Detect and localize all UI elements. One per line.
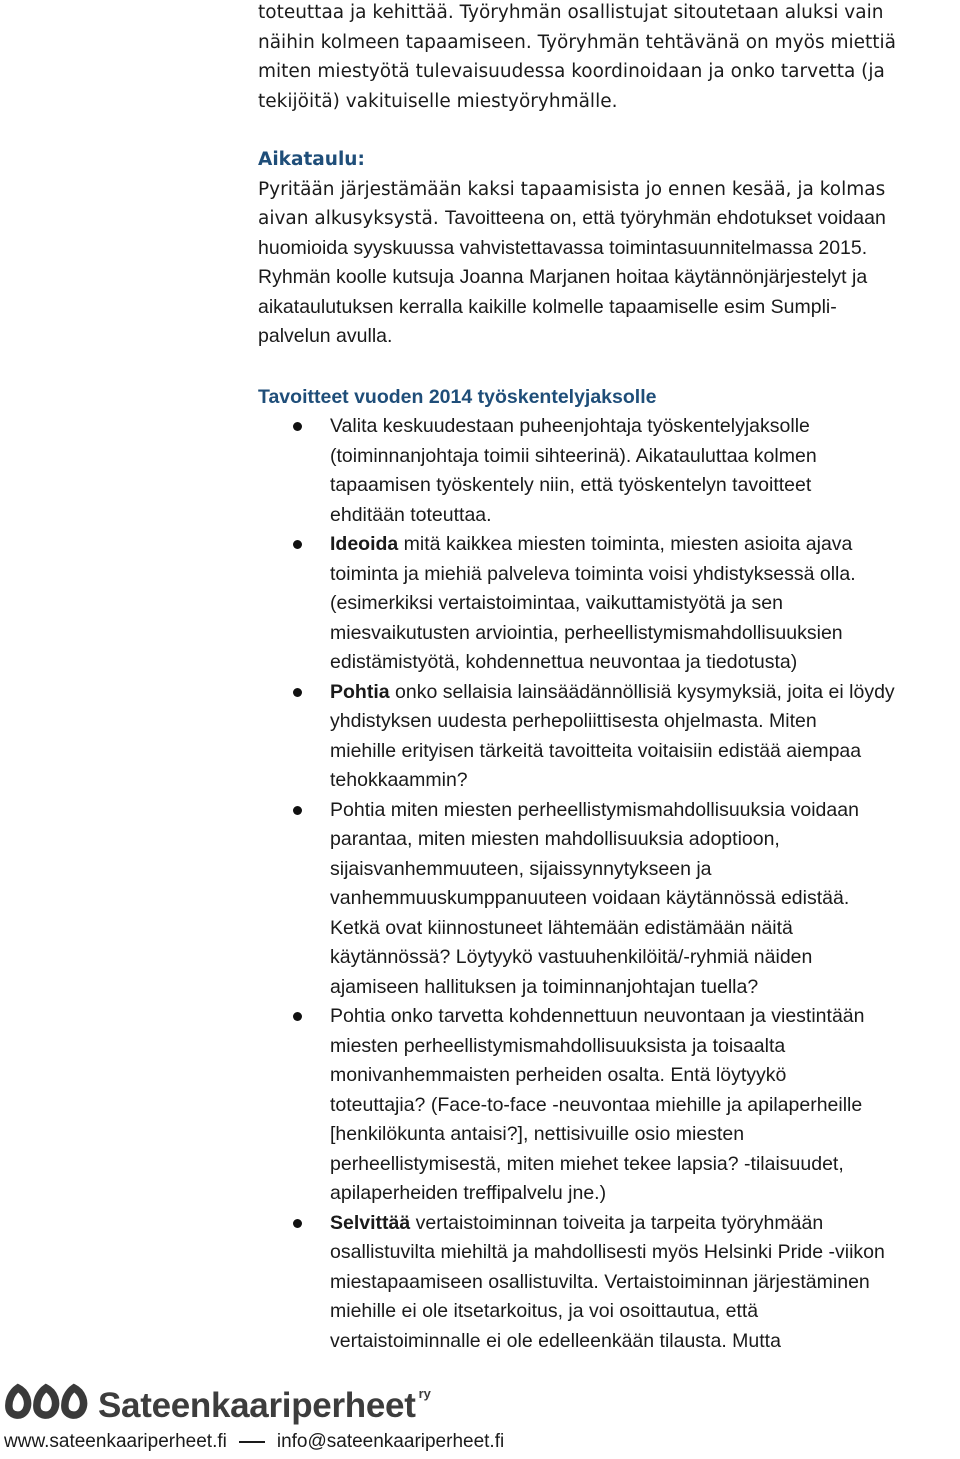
goal-line: miehille ei ole itsetarkoitus, ja voi osoittautua, että xyxy=(330,1300,759,1322)
goal-line: perheellistymisestä, miten miehet tekee lapsia? -tilaisuudet, xyxy=(330,1152,844,1175)
email-link[interactable]: info@sateenkaariperheet.fi xyxy=(276,1431,505,1452)
goal-line xyxy=(330,530,958,560)
schedule-heading: Aikataulu: xyxy=(258,149,365,170)
bullet-icon xyxy=(293,540,302,549)
goal-item xyxy=(258,796,958,1003)
goal-line: tapaamisen työskentely niin, että työskentelyn tavoitteet xyxy=(330,474,812,496)
brand-logo xyxy=(4,1380,431,1430)
bullet-icon xyxy=(293,688,302,697)
intro-line: miten miestyötä tulevaisuudessa koordinoidaan ja onko tarvetta (ja xyxy=(258,61,885,82)
website-link[interactable]: www.sateenkaariperheet.fi xyxy=(4,1431,227,1452)
goal-line-text: onko sellaisia lainsäädännöllisiä kysymyksiä, joita ei löydy xyxy=(389,680,895,703)
goal-line-text: mitä kaikkea miesten toiminta, miesten asioita ajava xyxy=(398,533,853,555)
goal-line xyxy=(330,1209,958,1239)
document-page xyxy=(258,0,958,1356)
goal-line: toteuttajia? (Face-to-face -neuvontaa miehille ja apilaperheille xyxy=(330,1093,863,1116)
goal-line xyxy=(330,678,958,708)
brand-name: Sateenkaariperheet xyxy=(98,1386,416,1425)
goal-line: [henkilökunta antaisi?], nettisivuille osio miesten xyxy=(330,1123,745,1145)
goal-line: sijaisvanhemmuuteen, sijaissynnytykseen ja xyxy=(330,857,712,880)
goal-line: monivanhemmaisten perheiden osalta. Entä löytyykö xyxy=(330,1064,787,1086)
intro-line: toteuttaa ja kehittää. Työryhmän osallistujat sitoutetaan aluksi vain xyxy=(258,2,884,23)
goal-line: ehditään toteuttaa. xyxy=(330,503,492,526)
goal-line: käytännössä? Löytyykö vastuuhenkilöitä/-ryhmiä näiden xyxy=(330,946,813,968)
goal-line: toiminta ja miehiä palveleva toiminta voisi yhdistyksessä olla. xyxy=(330,562,856,585)
goal-line: (esimerkiksi vertaistoimintaa, vaikuttamistyötä ja sen xyxy=(330,592,783,614)
schedule-line xyxy=(258,204,958,234)
goal-line: miesten perheellistymismahdollisuuksista ja toisaalta xyxy=(330,1034,786,1057)
intro-paragraph xyxy=(258,0,958,116)
goals-list xyxy=(258,412,958,1356)
page-footer xyxy=(0,1378,960,1459)
bullet-icon xyxy=(293,806,302,815)
goal-line: parantaa, miten miesten mahdollisuuksia adoptioon, xyxy=(330,828,780,850)
goal-line: tehokkaammin? xyxy=(330,769,468,791)
schedule-line-part: aivan alkusyksystä. xyxy=(258,208,439,229)
goal-line: Valita keskuudestaan puheenjohtaja työskentelyjaksolle xyxy=(330,415,810,437)
schedule-paragraph xyxy=(258,175,958,352)
goal-line: Pohtia onko tarvetta kohdennettuun neuvontaan ja viestintään xyxy=(330,1005,865,1027)
goal-keyword: Ideoida xyxy=(330,533,399,555)
brand-suffix: ry xyxy=(418,1386,431,1401)
goal-line: miestapaamiseen osallistuvilta. Vertaistoiminnan järjestäminen xyxy=(330,1270,870,1293)
schedule-line: Ryhmän koolle kutsuja Joanna Marjanen hoitaa käytännönjärjestelyt ja xyxy=(258,266,868,288)
goal-item xyxy=(258,1209,958,1357)
goal-line: miesvaikutusten arviointia, perheellistymismahdollisuuksien xyxy=(330,621,843,644)
intro-line: tekijöitä) vakituiselle miestyöryhmälle. xyxy=(258,90,618,112)
bullet-icon xyxy=(293,422,302,431)
schedule-line: aikataulutuksen kerralla kaikille kolmelle tapaamiselle esim Sumpli- xyxy=(258,295,837,318)
goal-line: (toiminnanjohtaja toimii sihteerinä). Aikatauluttaa kolmen xyxy=(330,444,817,467)
schedule-line: palvelun avulla. xyxy=(258,325,393,347)
goal-line-text: vertaistoiminnan toiveita ja tarpeita työryhmään xyxy=(410,1211,824,1234)
schedule-line: Pyritään järjestämään kaksi tapaamisista jo ennen kesää, ja kolmas xyxy=(258,178,886,200)
contact-line xyxy=(4,1431,504,1453)
goal-line: Ketkä ovat kiinnostuneet lähtemään edistämään näitä xyxy=(330,916,793,939)
goal-line: edistämistyötä, kohdennettua neuvontaa ja tiedotusta) xyxy=(330,651,798,673)
goal-line: apilaperheiden treffipalvelu jne.) xyxy=(330,1182,607,1204)
three-rings-logo-icon xyxy=(4,1380,90,1422)
goal-item xyxy=(258,678,958,796)
separator-dash xyxy=(239,1441,265,1443)
goal-item xyxy=(258,530,958,678)
schedule-line: huomioida syyskuussa vahvistettavassa toimintasuunnitelmassa 2015. xyxy=(258,236,868,259)
goal-item xyxy=(258,1002,958,1209)
goals-heading: Tavoitteet vuoden 2014 työskentelyjaksolle xyxy=(258,385,657,408)
bullet-icon xyxy=(293,1012,302,1021)
bullet-icon xyxy=(293,1219,302,1228)
goal-line: yhdistyksen uudesta perhepoliittisesta ohjelmasta. Miten xyxy=(330,710,817,732)
goal-keyword: Selvittää xyxy=(330,1211,411,1234)
schedule-line-part: Tavoitteena on, että työryhmän ehdotukset voidaan xyxy=(444,207,886,229)
intro-line: näihin kolmeen tapaamiseen. Työryhmän tehtävänä on myös miettiä xyxy=(258,31,896,53)
goal-line: vertaistoiminnalle ei ole edelleenkään tilausta. Mutta xyxy=(330,1329,781,1352)
goal-line: vanhemmuuskumppanuuteen voidaan käytännössä edistää. xyxy=(330,887,850,909)
goal-keyword: Pohtia xyxy=(330,680,390,703)
goal-line: miehille erityisen tärkeitä tavoitteita voitaisiin edistää aiempaa xyxy=(330,739,862,762)
goal-line: Pohtia miten miesten perheellistymismahdollisuuksia voidaan xyxy=(330,798,859,821)
goal-line: osallistuvilta miehiltä ja mahdollisesti myös Helsinki Pride -viikon xyxy=(330,1241,885,1263)
goal-line: ajamiseen hallituksen ja toiminnanjohtajan tuella? xyxy=(330,975,759,998)
goal-item xyxy=(258,412,958,530)
